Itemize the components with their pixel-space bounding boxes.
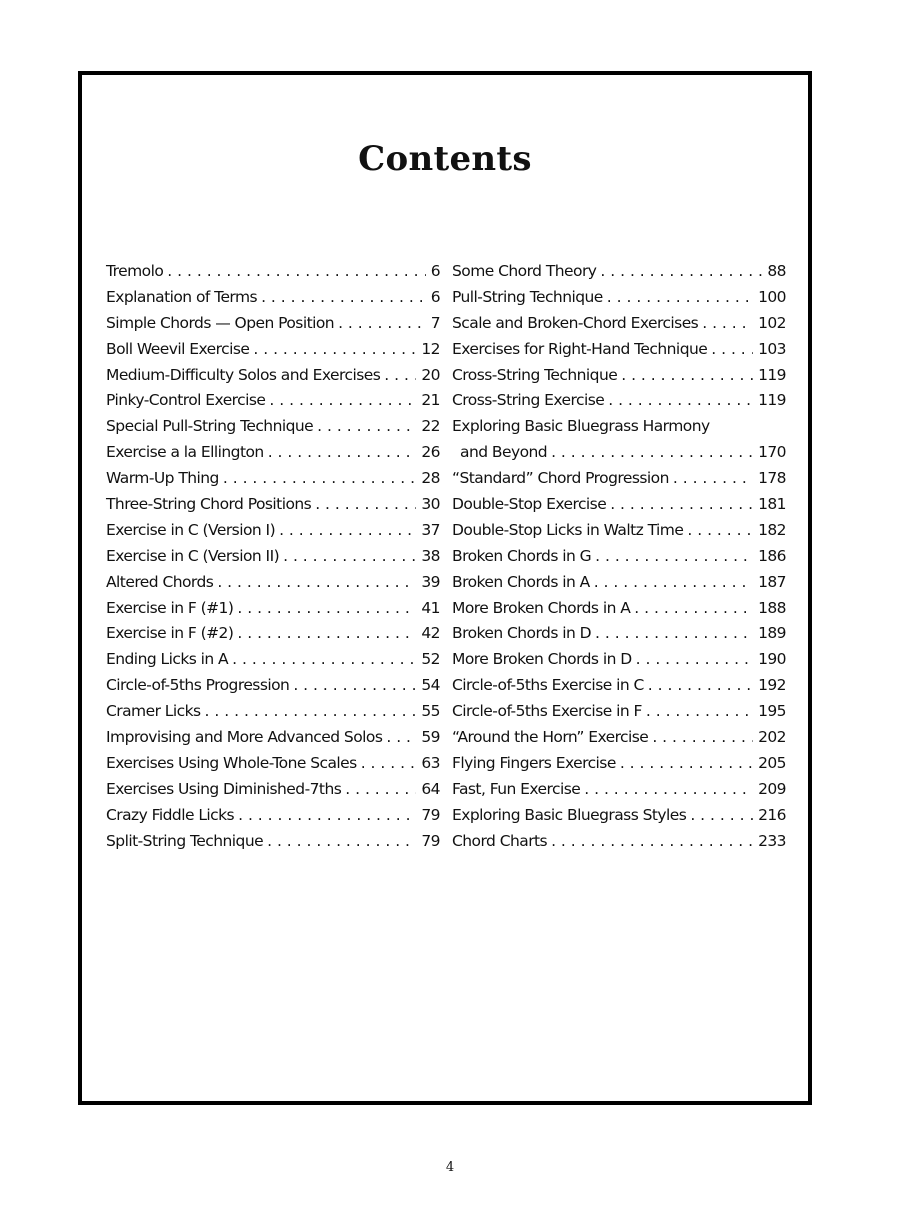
dot-leader bbox=[595, 621, 753, 647]
toc-entry-title: Cross-String Technique bbox=[452, 365, 618, 384]
toc-entry bbox=[452, 363, 786, 389]
toc-entry-title: Medium-Difficulty Solos and Exercises bbox=[106, 365, 381, 384]
dot-leader bbox=[237, 621, 416, 647]
toc-entry-page: 52 bbox=[421, 650, 440, 669]
toc-entry-title: Scale and Broken-Chord Exercises bbox=[452, 313, 699, 332]
dot-leader bbox=[267, 829, 416, 855]
toc-entry bbox=[106, 647, 440, 673]
toc-entry-title: Explanation of Terms bbox=[106, 287, 258, 306]
toc-entry-title: Split-String Technique bbox=[106, 831, 264, 850]
toc-entry bbox=[452, 518, 786, 544]
dot-leader bbox=[620, 751, 753, 777]
dot-leader bbox=[608, 388, 753, 414]
contents-frame bbox=[78, 71, 812, 1105]
dot-leader bbox=[646, 699, 753, 725]
toc-entry-page: 21 bbox=[421, 391, 440, 410]
toc-entry bbox=[106, 414, 440, 440]
toc-entry bbox=[452, 647, 786, 673]
dot-leader bbox=[167, 259, 425, 285]
dot-leader bbox=[261, 285, 426, 311]
dot-leader bbox=[238, 803, 416, 829]
toc-entry bbox=[106, 699, 440, 725]
toc-entry-page: 12 bbox=[421, 339, 440, 358]
toc-entry bbox=[106, 388, 440, 414]
dot-leader bbox=[361, 751, 417, 777]
dot-leader bbox=[584, 777, 753, 803]
toc-entry-page: 30 bbox=[421, 495, 440, 514]
toc-entry bbox=[106, 829, 440, 855]
toc-entry bbox=[452, 751, 786, 777]
toc-entry bbox=[106, 751, 440, 777]
dot-leader bbox=[283, 544, 416, 570]
toc-entry-title: Double-Stop Exercise bbox=[452, 495, 607, 514]
dot-leader bbox=[551, 829, 753, 855]
dot-leader bbox=[217, 570, 416, 596]
dot-leader bbox=[551, 440, 753, 466]
dot-leader bbox=[237, 596, 416, 622]
dot-leader bbox=[253, 337, 416, 363]
dot-leader bbox=[600, 259, 762, 285]
toc-entry bbox=[106, 544, 440, 570]
toc-entry-title: Exercise in C (Version II) bbox=[106, 546, 280, 565]
toc-entry-page: 102 bbox=[758, 313, 786, 332]
toc-entry-page: 22 bbox=[421, 417, 440, 436]
toc-entry-page: 195 bbox=[758, 702, 786, 721]
toc-entry bbox=[106, 777, 440, 803]
dot-leader bbox=[610, 492, 753, 518]
toc-entry bbox=[106, 440, 440, 466]
toc-entry bbox=[106, 259, 440, 285]
toc-entry-title: Special Pull-String Technique bbox=[106, 417, 314, 436]
toc-entry-title: Tremolo bbox=[106, 262, 164, 280]
toc-entry-page: 209 bbox=[758, 779, 786, 798]
toc-entry-page: 119 bbox=[758, 391, 786, 410]
dot-leader bbox=[205, 699, 417, 725]
toc-entry-title: Broken Chords in A bbox=[452, 572, 590, 591]
toc-entry-title: Chord Charts bbox=[452, 831, 548, 850]
toc-entry-page: 100 bbox=[758, 287, 786, 306]
toc-entry-page: 188 bbox=[758, 598, 786, 617]
toc-entry bbox=[452, 777, 786, 803]
toc-entry-page: 88 bbox=[767, 262, 786, 280]
toc-entry-page: 28 bbox=[421, 469, 440, 488]
toc-entry-page: 192 bbox=[758, 676, 786, 695]
dot-leader bbox=[702, 311, 753, 337]
toc-entry-title: Ending Licks in A bbox=[106, 650, 229, 669]
toc-entry-page: 202 bbox=[758, 728, 786, 747]
toc-entry bbox=[106, 311, 440, 337]
dot-leader bbox=[648, 673, 753, 699]
toc-entry-page: 38 bbox=[421, 546, 440, 565]
toc-entry-page: 189 bbox=[758, 624, 786, 643]
dot-leader bbox=[636, 647, 753, 673]
dot-leader bbox=[268, 440, 417, 466]
toc-entry bbox=[452, 414, 786, 440]
toc-entry-page: 233 bbox=[758, 831, 786, 850]
toc-entry-title: More Broken Chords in A bbox=[452, 598, 631, 617]
toc-entry-title: Improvising and More Advanced Solos bbox=[106, 728, 383, 747]
toc-entry-title: Exercises Using Whole-Tone Scales bbox=[106, 753, 357, 772]
toc-entry bbox=[452, 259, 786, 285]
toc-entry-title: “Standard” Chord Progression bbox=[452, 469, 669, 488]
toc-entry-page: 7 bbox=[430, 313, 440, 332]
toc-entry bbox=[452, 466, 786, 492]
toc-entry bbox=[106, 285, 440, 311]
toc-entry-page: 186 bbox=[758, 546, 786, 565]
dot-leader bbox=[279, 518, 416, 544]
dot-leader bbox=[711, 337, 753, 363]
toc-entry bbox=[106, 621, 440, 647]
toc-entry-title: Pull-String Technique bbox=[452, 287, 603, 306]
toc-entry-page: 216 bbox=[758, 805, 786, 824]
toc-entry-title: Circle-of-5ths Progression bbox=[106, 676, 290, 695]
toc-entry bbox=[452, 388, 786, 414]
dot-leader bbox=[386, 725, 416, 751]
toc-entry-title: Exploring Basic Bluegrass Harmony bbox=[452, 417, 710, 436]
toc-entry-title: Warm-Up Thing bbox=[106, 469, 219, 488]
toc-entry bbox=[452, 803, 786, 829]
toc-entry-page: 205 bbox=[758, 753, 786, 772]
toc-entry bbox=[106, 337, 440, 363]
toc-entry-title: Exercises for Right-Hand Technique bbox=[452, 339, 708, 358]
dot-leader bbox=[673, 466, 753, 492]
toc-entry bbox=[452, 311, 786, 337]
toc-entry bbox=[452, 596, 786, 622]
toc-entry bbox=[452, 829, 786, 855]
toc-entry-title: Some Chord Theory bbox=[452, 262, 597, 280]
toc-entry-page: 39 bbox=[421, 572, 440, 591]
contents-right-column bbox=[452, 259, 786, 854]
toc-entry-title: Boll Weevil Exercise bbox=[106, 339, 250, 358]
dot-leader bbox=[595, 544, 753, 570]
toc-entry-title: Exercise in F (#2) bbox=[106, 624, 234, 643]
toc-entry bbox=[452, 440, 786, 466]
toc-entry-title: Cross-String Exercise bbox=[452, 391, 605, 410]
toc-entry-page: 181 bbox=[758, 495, 786, 514]
toc-entry-title: Circle-of-5ths Exercise in C bbox=[452, 676, 644, 695]
toc-entry-page: 55 bbox=[421, 702, 440, 721]
toc-entry-title: and Beyond bbox=[460, 443, 548, 462]
toc-entry-page: 41 bbox=[421, 598, 440, 617]
dot-leader bbox=[338, 311, 426, 337]
dot-leader bbox=[315, 492, 416, 518]
toc-entry bbox=[106, 570, 440, 596]
dot-leader bbox=[607, 285, 753, 311]
toc-entry bbox=[452, 621, 786, 647]
toc-entry bbox=[452, 570, 786, 596]
dot-leader bbox=[293, 673, 416, 699]
toc-entry-title: Exercise in C (Version I) bbox=[106, 520, 276, 539]
page-title: Contents bbox=[358, 139, 532, 179]
dot-leader bbox=[634, 596, 753, 622]
toc-entry-page: 26 bbox=[421, 443, 440, 462]
toc-entry bbox=[452, 544, 786, 570]
toc-entry bbox=[106, 492, 440, 518]
toc-entry-page: 37 bbox=[421, 520, 440, 539]
toc-entry-title: Exercise in F (#1) bbox=[106, 598, 234, 617]
toc-entry-page: 170 bbox=[758, 443, 786, 462]
toc-entry-page: 187 bbox=[758, 572, 786, 591]
toc-entry bbox=[106, 518, 440, 544]
toc-entry-title: Three-String Chord Positions bbox=[106, 495, 312, 514]
toc-entry-page: 20 bbox=[421, 365, 440, 384]
toc-entry bbox=[452, 699, 786, 725]
dot-leader bbox=[621, 363, 753, 389]
dot-leader bbox=[652, 725, 753, 751]
toc-entry-title: Cramer Licks bbox=[106, 702, 201, 721]
dot-leader bbox=[269, 388, 416, 414]
toc-entry-page: 103 bbox=[758, 339, 786, 358]
toc-entry-page: 63 bbox=[421, 753, 440, 772]
toc-entry-title: Exercise a la Ellington bbox=[106, 443, 264, 462]
toc-entry-title: Fast, Fun Exercise bbox=[452, 779, 581, 798]
toc-entry-page: 6 bbox=[430, 262, 440, 280]
toc-entry bbox=[452, 337, 786, 363]
toc-entry-title: Circle-of-5ths Exercise in F bbox=[452, 702, 642, 721]
toc-entry-page: 178 bbox=[758, 469, 786, 488]
toc-entry-title: Crazy Fiddle Licks bbox=[106, 805, 235, 824]
toc-entry-title: Altered Chords bbox=[106, 572, 214, 591]
toc-entry bbox=[106, 466, 440, 492]
dot-leader bbox=[690, 803, 753, 829]
toc-entry-title: More Broken Chords in D bbox=[452, 650, 632, 669]
toc-entry-title: Pinky-Control Exercise bbox=[106, 391, 266, 410]
toc-entry-page: 190 bbox=[758, 650, 786, 669]
dot-leader bbox=[317, 414, 416, 440]
toc-entry-title: Simple Chords — Open Position bbox=[106, 313, 335, 332]
toc-entry bbox=[106, 803, 440, 829]
toc-entry-title: “Around the Horn” Exercise bbox=[452, 728, 649, 747]
dot-leader bbox=[594, 570, 753, 596]
toc-entry bbox=[452, 673, 786, 699]
toc-entry-title: Broken Chords in D bbox=[452, 624, 592, 643]
dot-leader bbox=[223, 466, 417, 492]
toc-entry bbox=[452, 285, 786, 311]
toc-entry-title: Exploring Basic Bluegrass Styles bbox=[452, 805, 687, 824]
dot-leader bbox=[687, 518, 753, 544]
toc-entry bbox=[106, 596, 440, 622]
toc-entry bbox=[106, 725, 440, 751]
page-number: 4 bbox=[445, 1160, 455, 1175]
toc-entry bbox=[452, 492, 786, 518]
contents-left-column bbox=[106, 259, 440, 854]
toc-entry-page: 79 bbox=[421, 831, 440, 850]
toc-entry-page: 182 bbox=[758, 520, 786, 539]
toc-entry-title: Broken Chords in G bbox=[452, 546, 592, 565]
toc-entry-page: 119 bbox=[758, 365, 786, 384]
toc-entry-page: 54 bbox=[421, 676, 440, 695]
toc-entry bbox=[106, 363, 440, 389]
toc-entry-title: Exercises Using Diminished-7ths bbox=[106, 779, 342, 798]
dot-leader bbox=[232, 647, 416, 673]
toc-entry-title: Double-Stop Licks in Waltz Time bbox=[452, 520, 684, 539]
toc-entry-title: Flying Fingers Exercise bbox=[452, 753, 616, 772]
toc-entry bbox=[452, 725, 786, 751]
dot-leader bbox=[345, 777, 416, 803]
toc-entry-page: 64 bbox=[421, 779, 440, 798]
toc-entry-page: 79 bbox=[421, 805, 440, 824]
toc-entry-page: 6 bbox=[430, 287, 440, 306]
toc-entry bbox=[106, 673, 440, 699]
dot-leader bbox=[384, 363, 416, 389]
toc-entry-page: 59 bbox=[421, 728, 440, 747]
toc-entry-page: 42 bbox=[421, 624, 440, 643]
